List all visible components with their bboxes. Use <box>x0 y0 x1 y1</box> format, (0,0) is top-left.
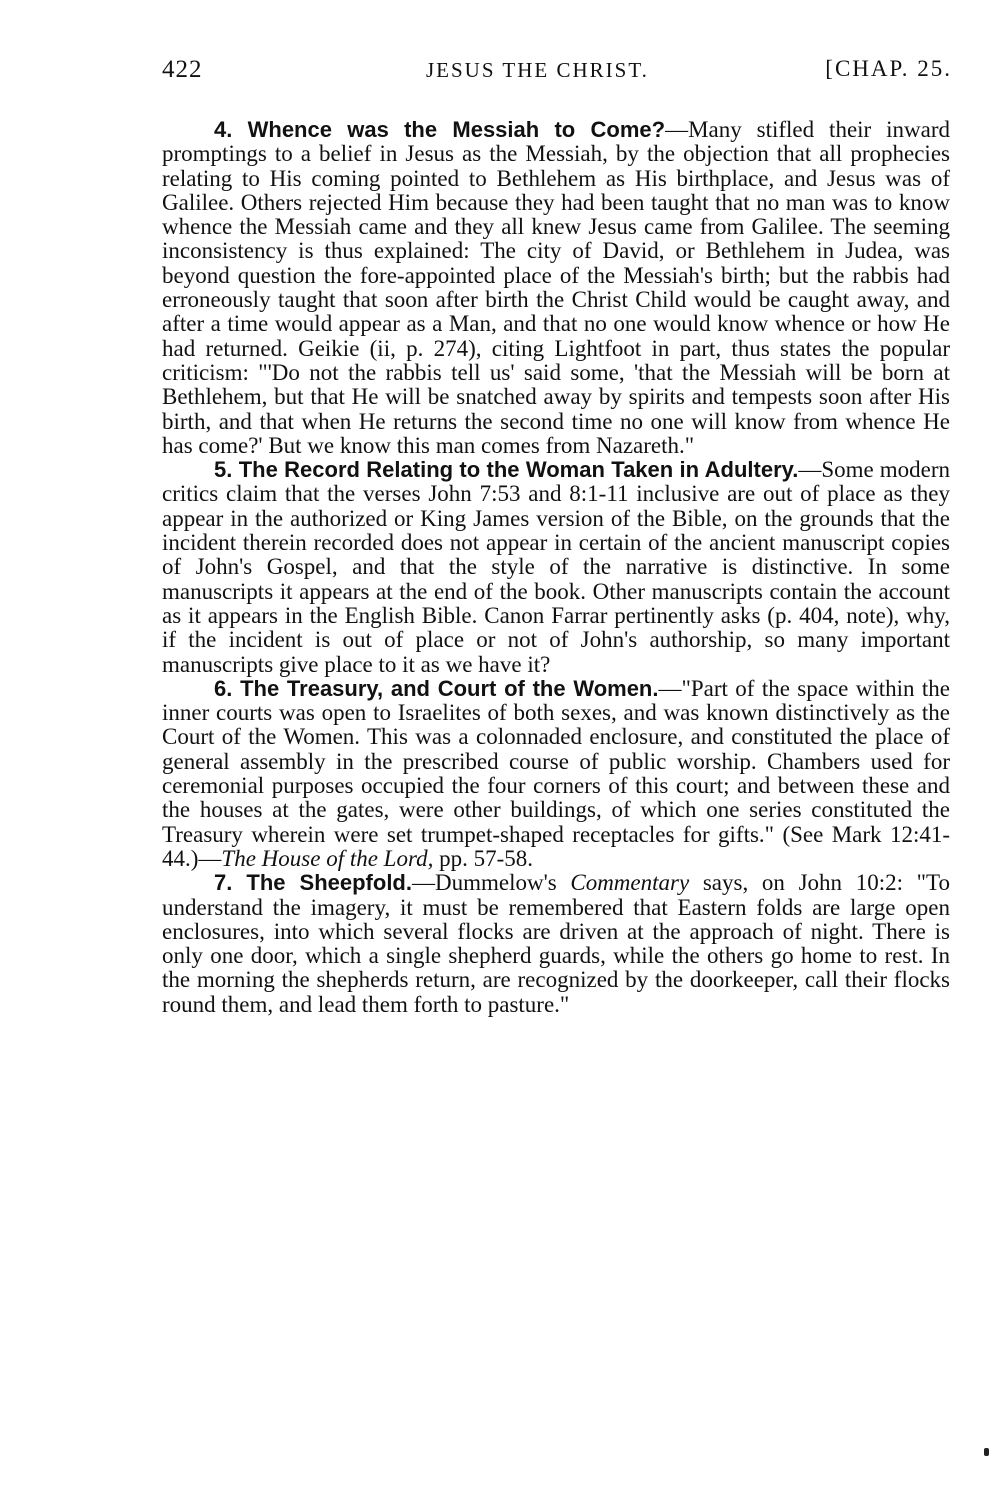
note-5 <box>162 458 950 677</box>
note-7-tail: says, on John 10:2: "To understand the imagery, it must be remembered that Eastern folds are large open enclosures, into which several flocks are driven at the approach of night. There is only one door, which a single shepherd guards, while the others go home to rest. In the morning the shepherds return, are recognized by the doorkeeper, call their flocks round them, and lead them forth to pasture." <box>162 870 950 1017</box>
book-title: JESUS THE CHRIST. <box>426 58 649 82</box>
note-6-body: —"Part of the space within the inner courts was open to Israelites of both sexes, and was known distinctively as the Court of the Women. This was a colonnaded enclosure, and constituted the place of general assembly in the prescribed course of public worship. Chambers used for ceremonial purposes occupied the four corners of this court; and between these and the houses at the gates, were other buildings, of which one series constituted the Treasury wherein were set trumpet-shaped receptacles for gifts." (See Mark 12:41-44.)— <box>162 675 950 871</box>
note-6-tail: pp. 57-58. <box>433 845 533 871</box>
note-4-heading: 4. Whence was the Messiah to Come? <box>214 117 666 142</box>
note-6 <box>162 677 950 871</box>
note-6-heading: 6. The Treasury, and Court of the Women. <box>214 675 659 701</box>
note-7-heading: 7. The Sheepfold. <box>214 870 412 896</box>
note-5-body: —Some modern critics claim that the verses John 7:53 and 8:1-11 inclusive are out of place as they appear in the authorized or King James version of the Bible, on the grounds that the incident therein recorded does not appear in certain of the ancient manuscript copies of John's Gospel, and that the style of the narrative is distinctive. In some manuscripts it appears at the end of the book. Other manuscripts contain the account as it appears in the English Bible. Canon Farrar pertinently asks (p. 404, note), why, if the incident is out of place or not of John's authorship, so many important manuscripts give place to it as we have it? <box>162 457 950 677</box>
note-7-body: —Dummelow's <box>411 870 571 896</box>
note-4-body: —Many stifled their inward promptings to a belief in Jesus as the Messiah, by the objection that all prophecies relating to His coming pointed to Bethlehem as His birthplace, and Jesus was of Galilee. Others rejected Him because they had been taught that no man was to know whence the Messiah came and they all knew Jesus came from Galilee. The seeming inconsistency is thus explained: The city of David, or Bethlehem in Judea, was beyond question the fore-appointed place of the Messiah's birth; but the rabbis had erroneously taught that soon after birth the Christ Child would be caught away, and after a time would appear as a Man, and that no one would know whence or how He had returned. Geikie (ii, p. 274), citing Lightfoot in part, thus states the popular criticism: "'Do not the rabbis tell us' said some, 'that the Messiah will be born at Bethlehem, but that He will be snatched away by spirits and tempests soon after His birth, and that when He returns the second time no one will know from whence He has come?' But we know this man comes from Nazareth." <box>162 117 950 458</box>
scan-mark <box>984 1448 989 1456</box>
note-7-citation: Commentary <box>570 870 690 896</box>
page-number: 422 <box>162 56 203 83</box>
note-6-citation: The House of the Lord, <box>221 845 434 871</box>
note-5-heading: 5. The Record Relating to the Woman Taken in Adultery. <box>214 457 799 483</box>
notes-text <box>162 118 950 1017</box>
chapter-label: [CHAP. 25. <box>825 56 952 81</box>
note-7 <box>162 871 950 1017</box>
note-4 <box>162 118 950 458</box>
running-head <box>162 56 952 92</box>
